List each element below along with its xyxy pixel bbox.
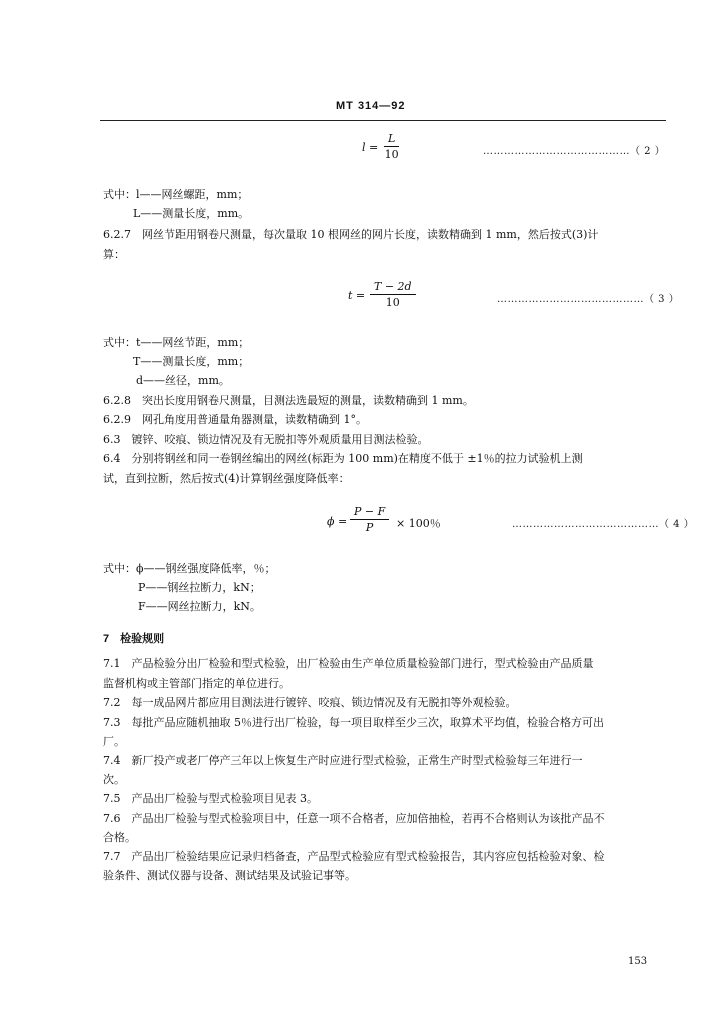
clause-7-5: 7.5 产品出厂检验与型式检验项目见表 3。 [103, 792, 318, 805]
clause-7-1-line-1: 7.1 产品检验分出厂检验和型式检验，出厂检验由生产单位质量检验部门进行，型式检验由产品质量 [103, 657, 594, 670]
clause-7-3-line-2: 厂。 [103, 735, 125, 748]
eq2-number: ……………………………………（ 2 ） [483, 146, 666, 157]
eq3-fraction [370, 280, 416, 309]
def3-line-3: d——丝径，mm。 [136, 374, 230, 387]
eq2-numerator: L [384, 132, 399, 147]
def2-line-1: 式中：l——网丝螺距，mm； [103, 188, 249, 201]
eq4-lhs: ϕ = [327, 515, 348, 528]
eq2-fraction [384, 132, 399, 161]
clause-7-7-line-1: 7.7 产品出厂检验结果应记录归档备查，产品型式检验应有型式检验报告，其内容应包括检验对象、检 [103, 850, 605, 863]
eq4-numerator: P − F [350, 505, 389, 520]
eq4-fraction [350, 505, 389, 534]
clause-7-6-line-2: 合格。 [103, 831, 136, 844]
eq4-denominator: P [365, 521, 374, 534]
clause-7-2: 7.2 每一成品网片都应用目测法进行镀锌、咬痕、锁边情况及有无脱扣等外观检验。 [103, 696, 517, 709]
def3-line-1: 式中：t——网丝节距，mm； [103, 336, 250, 349]
header-rule [100, 120, 666, 121]
standard-header: MT 314—92 [336, 100, 406, 112]
clause-7-4-line-2: 次。 [103, 773, 125, 786]
clause-7-1-line-2: 监督机构或主管部门指定的单位进行。 [103, 677, 290, 690]
def4-line-3: F——网丝拉断力，kN。 [138, 600, 261, 613]
clause-6-2-7-line-1: 6.2.7 网丝节距用钢卷尺测量，每次量取 10 根网丝的网片长度，读数精确到 1 mm，然后按式(3)计 [103, 228, 599, 241]
eq3-numerator: T − 2d [370, 280, 416, 295]
eq3-denominator: 10 [385, 296, 400, 309]
eq2-denominator: 10 [384, 148, 399, 161]
clause-6-4-line-1: 6.4 分别将钢丝和同一卷钢丝编出的网丝(标距为 100 mm)在精度不低于 ±1％的拉力试验机上测 [103, 452, 583, 465]
clause-7-7-line-2: 验条件、测试仪器与设备、测试结果及试验记事等。 [103, 869, 356, 882]
eq4-multiplier: × 100％ [396, 517, 441, 530]
eq2-lhs: l = [362, 141, 379, 154]
def3-line-2: T——测量长度，mm； [133, 355, 250, 368]
eq4-number: ……………………………………（ 4 ） [512, 519, 695, 530]
clause-6-3: 6.3 镀锌、咬痕、锁边情况及有无脱扣等外观质量用目测法检验。 [103, 433, 429, 446]
eq3-lhs: t = [348, 289, 366, 302]
eq3-number: ……………………………………（ 3 ） [497, 294, 680, 305]
clause-6-4-line-2: 试，直到拉断，然后按式(4)计算钢丝强度降低率： [103, 472, 350, 485]
clause-7-4-line-1: 7.4 新厂投产或老厂停产三年以上恢复生产时应进行型式检验，正常生产时型式检验每三年进行一 [103, 754, 583, 767]
clause-6-2-8: 6.2.8 突出长度用钢卷尺测量，目测法选最短的测量，读数精确到 1 mm。 [103, 394, 474, 407]
clause-6-2-7-line-2: 算： [103, 248, 125, 261]
page-number: 153 [628, 956, 648, 967]
def4-line-1: 式中：ϕ——钢丝强度降低率，％； [103, 562, 276, 575]
clause-7-3-line-1: 7.3 每批产品应随机抽取 5％进行出厂检验，每一项目取样至少三次，取算术平均值，检验合格方可出 [103, 716, 604, 729]
def2-line-2: L——测量长度，mm。 [133, 207, 250, 220]
section-7-heading: 7 检验规则 [103, 633, 165, 645]
clause-6-2-9: 6.2.9 网孔角度用普通量角器测量，读数精确到 1°。 [103, 413, 367, 426]
def4-line-2: P——钢丝拉断力，kN； [138, 581, 261, 594]
clause-7-6-line-1: 7.6 产品出厂检验与型式检验项目中，任意一项不合格者，应加倍抽检，若再不合格则认为该批产品不 [103, 812, 605, 825]
